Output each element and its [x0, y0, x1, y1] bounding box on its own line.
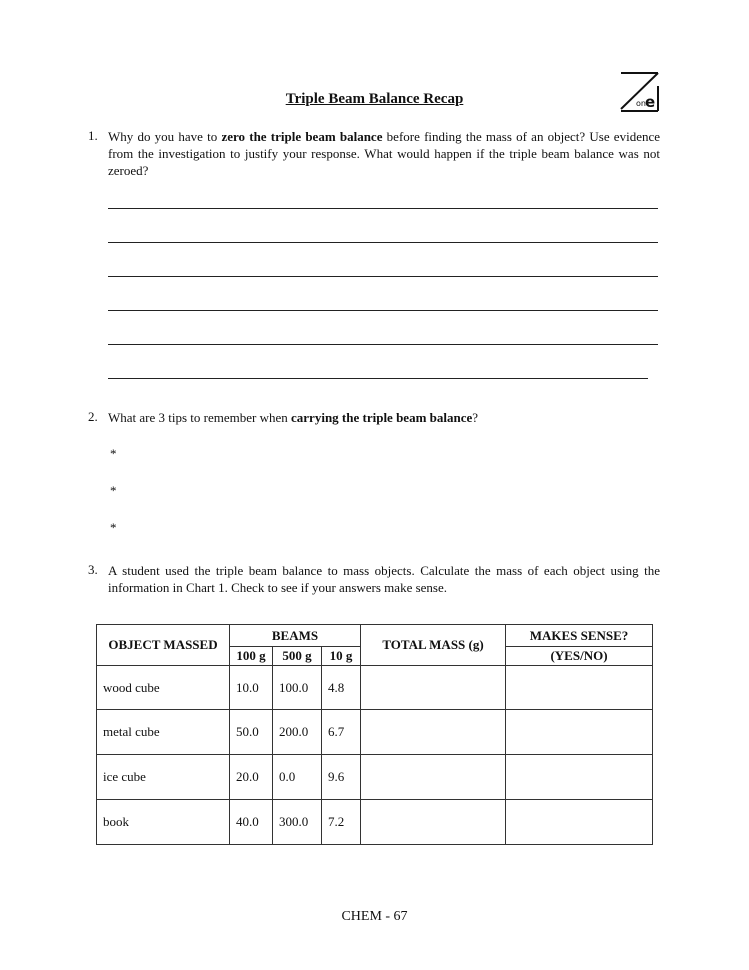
beam-10-cell: 4.8: [322, 666, 361, 710]
beam-500-cell: 300.0: [273, 800, 322, 845]
beam-10-cell: 6.7: [322, 710, 361, 755]
total-mass-cell[interactable]: [361, 755, 506, 800]
table-row: [97, 800, 653, 845]
question-2-bold: carrying the triple beam balance: [291, 410, 473, 425]
question-3-number: 3.: [88, 562, 98, 577]
chart-table: [96, 624, 653, 845]
object-name-cell: book: [97, 800, 230, 845]
beam-500-cell: 0.0: [273, 755, 322, 800]
total-mass-cell[interactable]: [361, 710, 506, 755]
table-row: [97, 666, 653, 710]
question-2-text: [108, 409, 660, 426]
total-mass-cell[interactable]: [361, 666, 506, 710]
object-name-cell: wood cube: [97, 666, 230, 710]
object-name-cell: metal cube: [97, 710, 230, 755]
question-2-text-start: What are 3 tips to remember when: [108, 410, 292, 425]
header-beam-500g: 500 g: [273, 647, 322, 666]
zone-logo: [618, 70, 660, 114]
table-row: [97, 755, 653, 800]
header-makes-sense: MAKES SENSE?: [506, 625, 653, 647]
beam-10-cell: 7.2: [322, 800, 361, 845]
header-total-mass: TOTAL MASS (g): [361, 625, 506, 666]
bullet-star: *: [110, 520, 117, 535]
total-mass-cell[interactable]: [361, 800, 506, 845]
header-beam-100g: 100 g: [230, 647, 273, 666]
beam-10-cell: 9.6: [322, 755, 361, 800]
bullet-star: *: [110, 446, 117, 461]
header-object-massed: OBJECT MASSED: [97, 625, 230, 666]
logo-large-text: e: [645, 93, 656, 111]
makes-sense-cell[interactable]: [506, 755, 653, 800]
answer-line[interactable]: [108, 310, 658, 311]
answer-line[interactable]: [108, 344, 658, 345]
beam-500-cell: 200.0: [273, 710, 322, 755]
beam-500-cell: 100.0: [273, 666, 322, 710]
header-beam-10g: 10 g: [322, 647, 361, 666]
question-2-number: 2.: [88, 409, 98, 424]
answer-line[interactable]: [108, 208, 658, 209]
header-yes-no: (YES/NO): [506, 647, 653, 666]
table-header-row: [97, 625, 653, 647]
answer-line[interactable]: [108, 242, 658, 243]
page-title: Triple Beam Balance Recap: [285, 91, 464, 107]
beam-100-cell: 50.0: [230, 710, 273, 755]
logo-small-text: on: [636, 99, 646, 108]
beam-100-cell: 20.0: [230, 755, 273, 800]
answer-line[interactable]: [108, 276, 658, 277]
makes-sense-cell[interactable]: [506, 710, 653, 755]
question-2-text-end: ?: [472, 410, 479, 425]
question-1-bold: zero the triple beam balance: [221, 129, 383, 144]
question-1-text-end: before finding the mass of an object? Use evidence from the investigation to justify your response. What would happen if the triple beam balance was not zeroed?: [108, 129, 661, 178]
question-3-text: A student used the triple beam balance to mass objects. Calculate the mass of each object using the information in Chart 1. Check to see if your answers make sense.: [108, 563, 660, 595]
header-beams: BEAMS: [230, 625, 361, 647]
beam-100-cell: 40.0: [230, 800, 273, 845]
beam-100-cell: 10.0: [230, 666, 273, 710]
question-1-text-start: Why do you have to: [108, 129, 222, 144]
answer-line[interactable]: [108, 378, 648, 379]
bullet-star: *: [110, 483, 117, 498]
question-1-number: 1.: [88, 128, 98, 143]
page-footer: CHEM - 67: [341, 909, 408, 924]
makes-sense-cell[interactable]: [506, 800, 653, 845]
table-row: [97, 710, 653, 755]
question-1-text: [108, 128, 660, 179]
makes-sense-cell[interactable]: [506, 666, 653, 710]
object-name-cell: ice cube: [97, 755, 230, 800]
